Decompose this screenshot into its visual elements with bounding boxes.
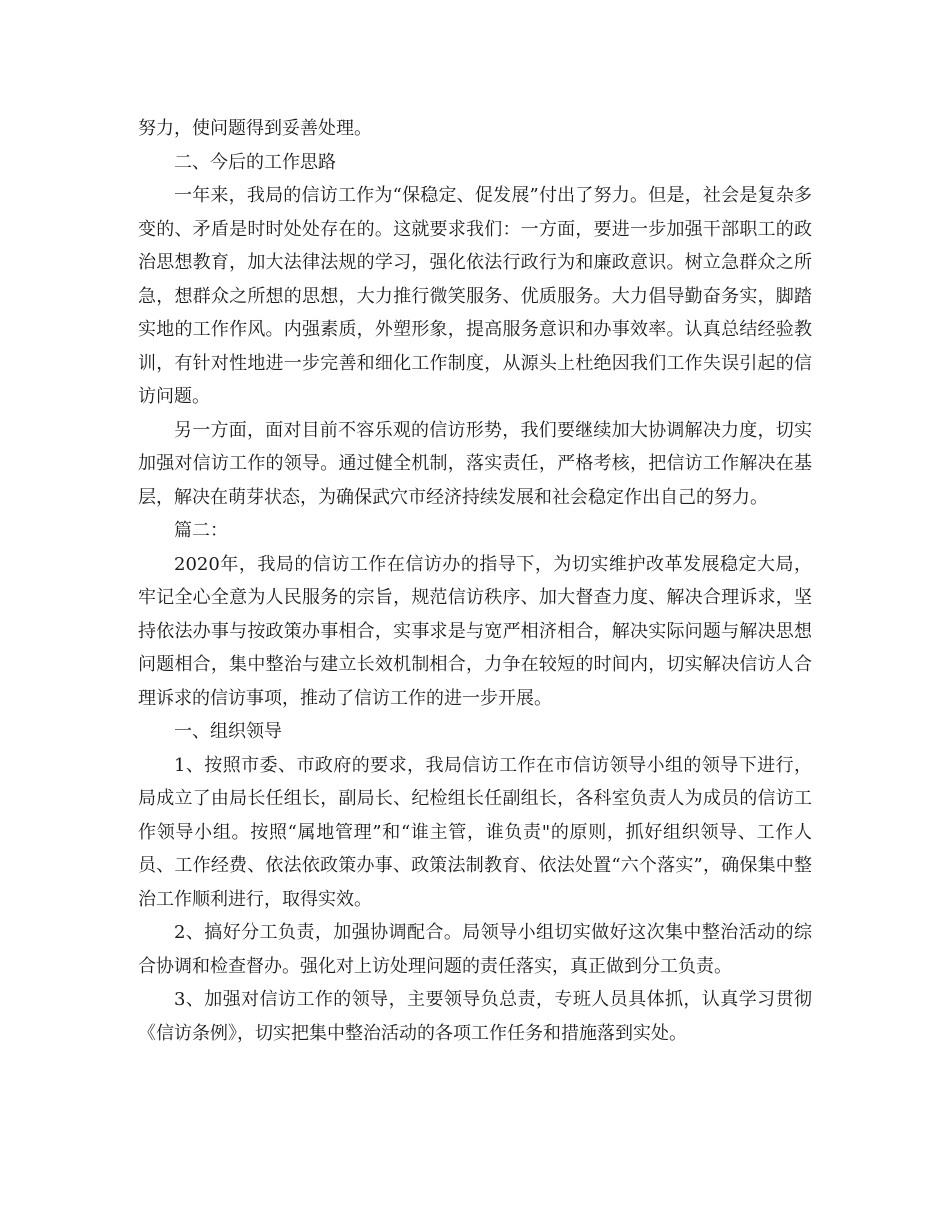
section-heading-work-ideas: 二、今后的工作思路 [174, 151, 336, 173]
paragraph-2020-overview: 2020年，我局的信访工作在信访办的指导下，为切实维护改革发展稳定大局，牢记全心全意为人民服务的宗旨，规范信访秩序、加大督查力度、解决合理诉求，坚持依法办事与按政策办事相合，实事求是与宽严相济相合，解决实际问题与解决思想问题相合，集中整治与建立长效机制相合，力争在较短的时间内，切实解决信访人合理诉求的信访事项，推动了信访工作的进一步开展。 [138, 553, 812, 709]
paragraph-continuation: 努力，使问题得到妥善处理。 [138, 118, 372, 139]
chapter-heading-part-two: 篇二： [174, 520, 228, 541]
paragraph-item-2: 2、搞好分工负责，加强协调配合。局领导小组切实做好这次集中整治活动的综合协调和检查督办。强化对上访处理问题的责任落实，真正做到分工负责。 [138, 922, 812, 977]
paragraph-item-1: 1、按照市委、市政府的要求，我局信访工作在市信访领导小组的领导下进行，局成立了由局长任组长，副局长、纪检组长任副组长，各科室负责人为成员的信访工作领导小组。按照“属地管理”和“谁主管，谁负责"的原则，抓好组织领导、工作人员、工作经费、依法依政策办事、政策法制教育、依法处置“六个落实”，确保集中整治工作顺利进行，取得实效。 [138, 754, 812, 910]
paragraph-item-3: 3、加强对信访工作的领导，主要领导负总责，专班人员具体抓，认真学习贯彻《信访条例》，切实把集中整治活动的各项工作任务和措施落到实处。 [138, 989, 812, 1044]
paragraph-work-ideas: 一年来，我局的信访工作为“保稳定、促发展”付出了努力。但是，社会是复杂多变的、矛盾是时时处处存在的。这就要求我们：一方面，要进一步加强干部职工的政治思想教育，加大法律法规的学习，强化依法行政行为和廉政意识。树立急群众之所急，想群众之所想的思想，大力推行微笑服务、优质服务。大力倡导勤奋务实，脚踏实地的工作作风。内强素质，外塑形象，提高服务意识和办事效率。认真总结经验教训，有针对性地进一步完善和细化工作制度，从源头上杜绝因我们工作失误引起的信访问题。 [138, 185, 812, 407]
section-heading-organization: 一、组织领导 [174, 721, 282, 742]
paragraph-other-aspect: 另一方面，面对目前不容乐观的信访形势，我们要继续加大协调解决力度，切实加强对信访工作的领导。通过健全机制，落实责任，严格考核，把信访工作解决在基层，解决在萌芽状态，为确保武穴市经济持续发展和社会稳定作出自己的努力。 [138, 419, 812, 508]
document-body [138, 112, 812, 1050]
